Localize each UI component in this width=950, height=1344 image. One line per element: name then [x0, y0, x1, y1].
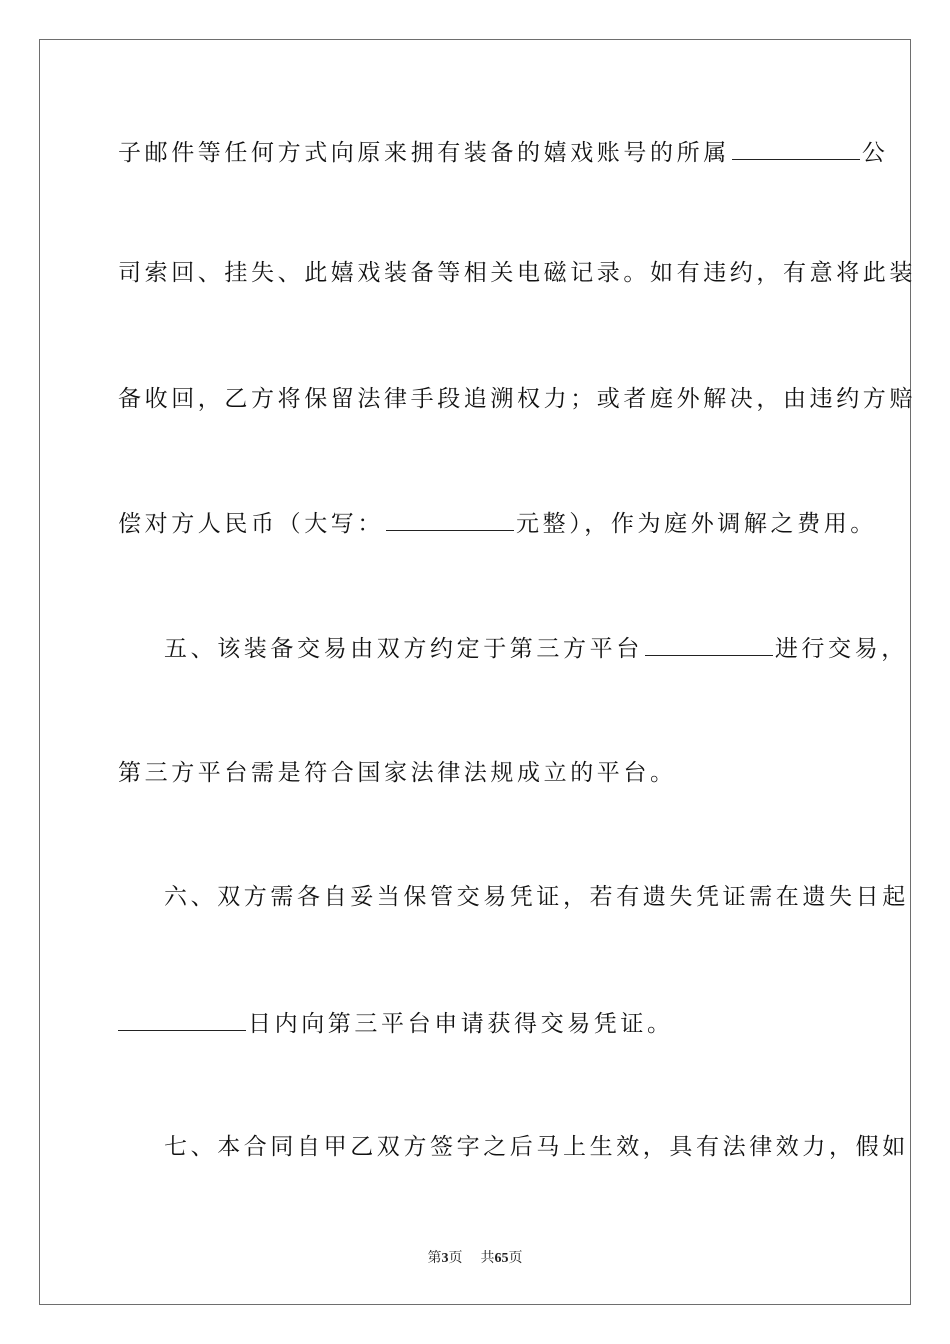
total-prefix: 共 — [480, 1251, 495, 1266]
text-line-2 — [118, 258, 916, 288]
clause-five-continuation: 第三方平台需是符合国家法律法规成立的平台。 — [118, 760, 677, 786]
clause-seven-text: 七、本合同自甲乙双方签字之后马上生效，具有法律效力，假如 — [164, 1134, 909, 1160]
line-2-text: 司索回、挂失、此嬉戏装备等相关电磁记录。如有违约，有意将此装 — [118, 260, 916, 286]
page-number: 3 — [441, 1251, 449, 1266]
line-1-text-end: 公 — [861, 140, 889, 166]
fill-in-blank-platform — [645, 633, 773, 656]
total-suffix: 页 — [508, 1251, 523, 1266]
fill-in-blank-amount — [386, 508, 514, 531]
line-4-text-end: 元整），作为庭外调解之费用。 — [516, 511, 877, 537]
clause-six-text: 六、双方需各自妥当保管交易凭证，若有遗失凭证需在遗失日起 — [164, 884, 909, 910]
line-4-text: 偿对方人民币（大写： — [118, 511, 384, 537]
total-pages: 65 — [494, 1251, 509, 1266]
page-border — [39, 39, 911, 1305]
clause-five-text-end: 进行交易， — [774, 636, 908, 662]
clause-five-line-2 — [118, 758, 838, 788]
page-suffix: 页 — [448, 1251, 463, 1266]
fill-in-blank-account-company — [732, 137, 860, 160]
clause-six-continuation: 日内向第三平台申请获得交易凭证。 — [248, 1011, 674, 1037]
page-prefix: 第 — [427, 1251, 442, 1266]
clause-five-line-1 — [164, 633, 908, 664]
clause-six-line-2 — [118, 1008, 838, 1039]
fill-in-blank-days — [118, 1008, 246, 1031]
line-3-text: 备收回，乙方将保留法律手段追溯权力；或者庭外解决，由违约方赔 — [118, 386, 916, 412]
page-footer — [0, 1247, 950, 1267]
line-1-text: 子邮件等任何方式向原来拥有装备的嬉戏账号的所属 — [118, 140, 730, 166]
clause-five-text: 五、该装备交易由双方约定于第三方平台 — [164, 636, 643, 662]
clause-six-line-1 — [164, 882, 909, 912]
text-line-4 — [118, 508, 877, 539]
text-line-1 — [118, 137, 889, 168]
text-line-3 — [118, 384, 916, 414]
clause-seven-line-1 — [164, 1132, 909, 1162]
